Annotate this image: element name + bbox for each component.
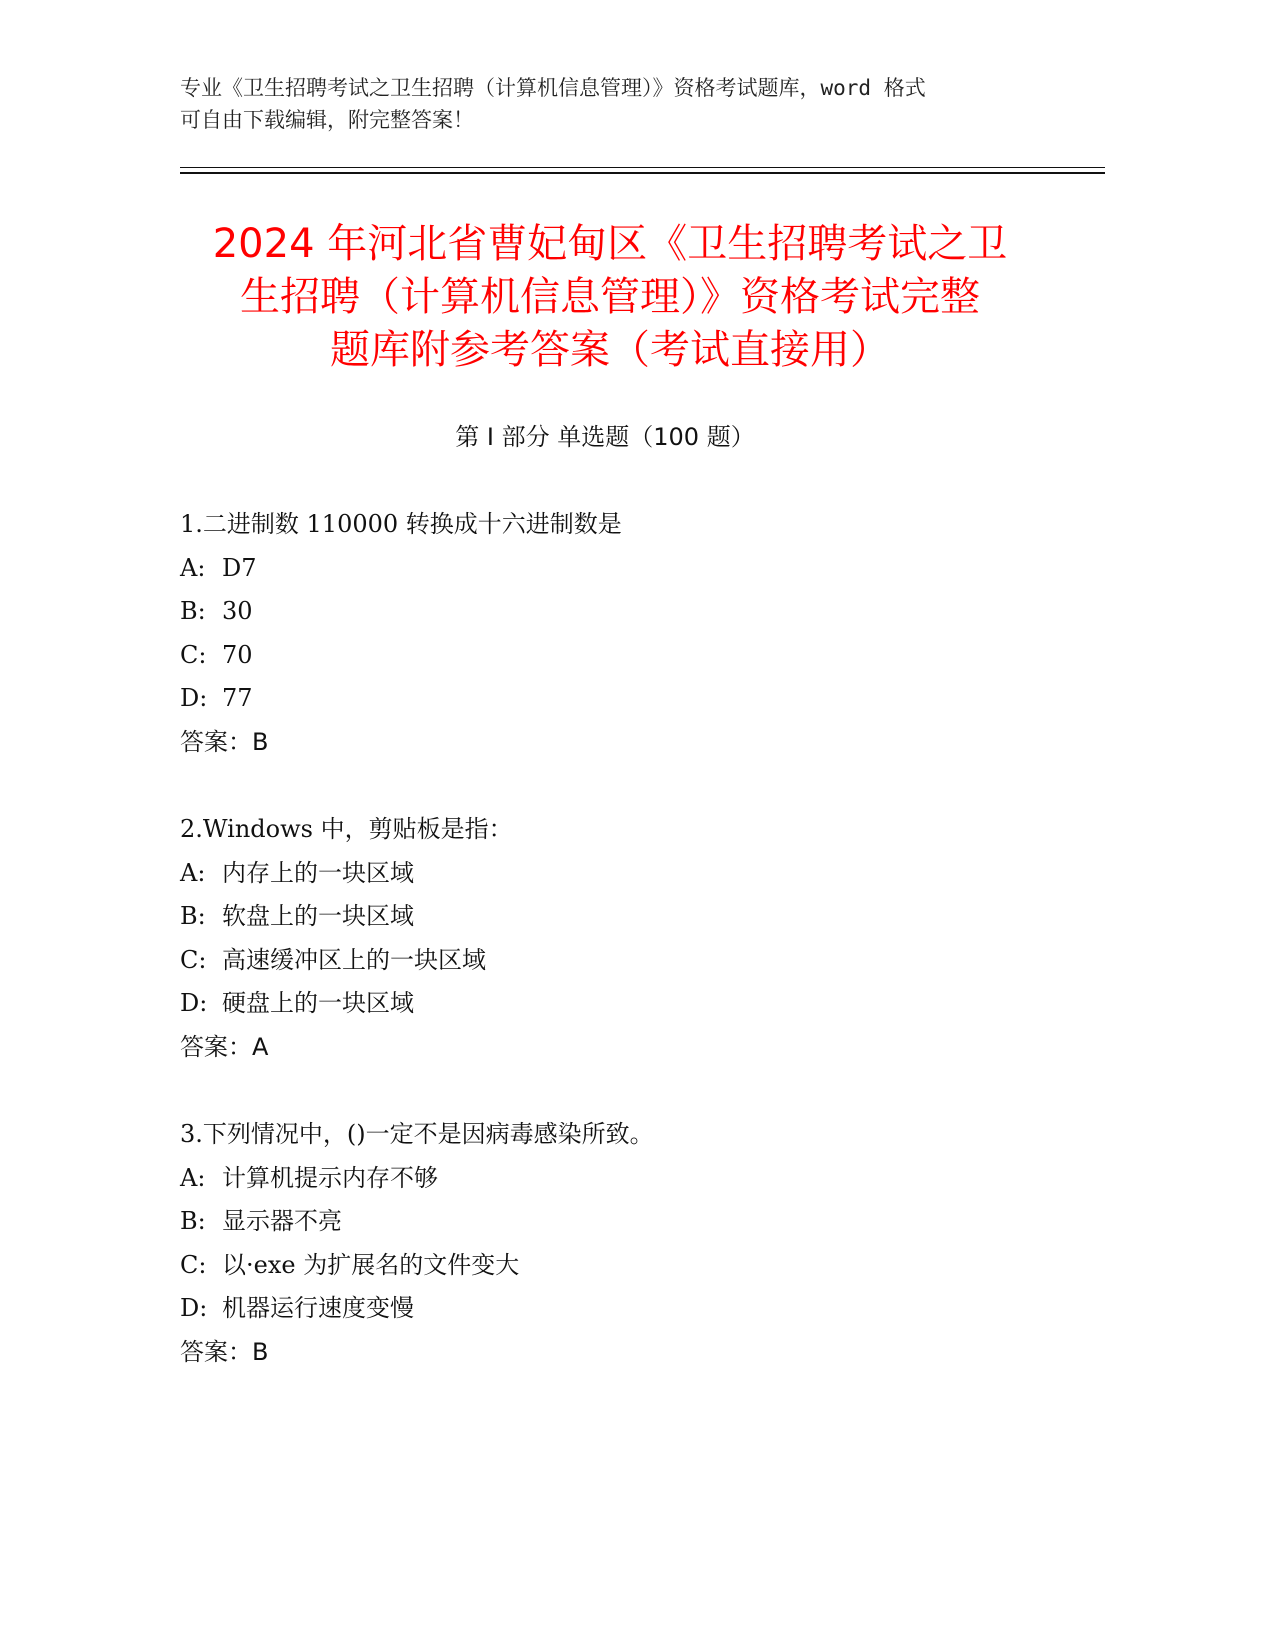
option-key: B:	[180, 902, 206, 930]
option-key: C:	[180, 945, 207, 974]
option-text: 硬盘上的一块区域	[222, 989, 414, 1017]
answer-line: 答案：B	[180, 727, 269, 756]
question-3	[180, 1113, 1080, 1374]
document-title-line-3: 题库附参考答案（考试直接用）	[330, 327, 890, 373]
option-text: 70	[222, 640, 253, 669]
option-a	[180, 852, 1080, 896]
option-key: C:	[180, 640, 207, 669]
option-key: D:	[180, 1294, 208, 1322]
question-2	[180, 808, 1080, 1069]
document-title-line-1: 2024 年河北省曹妃甸区《卫生招聘考试之卫	[212, 221, 1008, 267]
header-note-line-2: 可自由下载编辑，附完整答案！	[180, 108, 474, 132]
section-heading: 第 I 部分 单选题（100 题）	[455, 423, 755, 451]
option-key: D:	[180, 989, 208, 1017]
option-a	[180, 1157, 1080, 1201]
option-b	[180, 590, 1080, 634]
option-b	[180, 895, 1080, 939]
option-c	[180, 939, 1080, 983]
option-text: 77	[222, 684, 253, 712]
option-d	[180, 677, 1080, 721]
question-1	[180, 503, 1080, 764]
option-key: B:	[180, 597, 206, 625]
header-divider-thin	[180, 167, 1105, 168]
option-c	[180, 634, 1080, 678]
option-text: 软盘上的一块区域	[222, 902, 414, 930]
header-note-line-1: 专业《卫生招聘考试之卫生招聘（计算机信息管理）》资格考试题库，word 格式	[180, 76, 926, 100]
option-key: D:	[180, 684, 208, 712]
option-text: 显示器不亮	[222, 1207, 342, 1235]
answer-line: 答案：B	[180, 1337, 269, 1366]
question-stem: 2.Windows 中，剪贴板是指：	[180, 815, 513, 843]
question-stem: 3.下列情况中，()一定不是因病毒感染所致。	[180, 1120, 654, 1148]
option-key: A:	[180, 553, 206, 582]
option-key: B:	[180, 1207, 206, 1235]
option-text: 机器运行速度变慢	[222, 1294, 414, 1322]
document-title	[150, 218, 1070, 377]
option-a	[180, 547, 1080, 591]
option-text: 计算机提示内存不够	[222, 1163, 438, 1192]
question-stem: 1.二进制数 110000 转换成十六进制数是	[180, 510, 622, 538]
option-key: C:	[180, 1250, 207, 1279]
answer-line: 答案：A	[180, 1032, 269, 1061]
option-b	[180, 1200, 1080, 1244]
option-text: D7	[222, 553, 257, 582]
option-text: 30	[222, 597, 253, 625]
option-text: 高速缓冲区上的一块区域	[222, 945, 486, 974]
option-text: 以·exe 为扩展名的文件变大	[222, 1250, 520, 1279]
header-divider-thick	[180, 172, 1105, 174]
option-key: A:	[180, 858, 206, 887]
option-text: 内存上的一块区域	[222, 858, 414, 887]
header-note	[180, 72, 1040, 136]
option-c	[180, 1244, 1080, 1288]
option-d	[180, 982, 1080, 1026]
option-d	[180, 1287, 1080, 1331]
option-key: A:	[180, 1163, 206, 1192]
document-title-line-2: 生招聘（计算机信息管理）》资格考试完整	[240, 274, 980, 320]
